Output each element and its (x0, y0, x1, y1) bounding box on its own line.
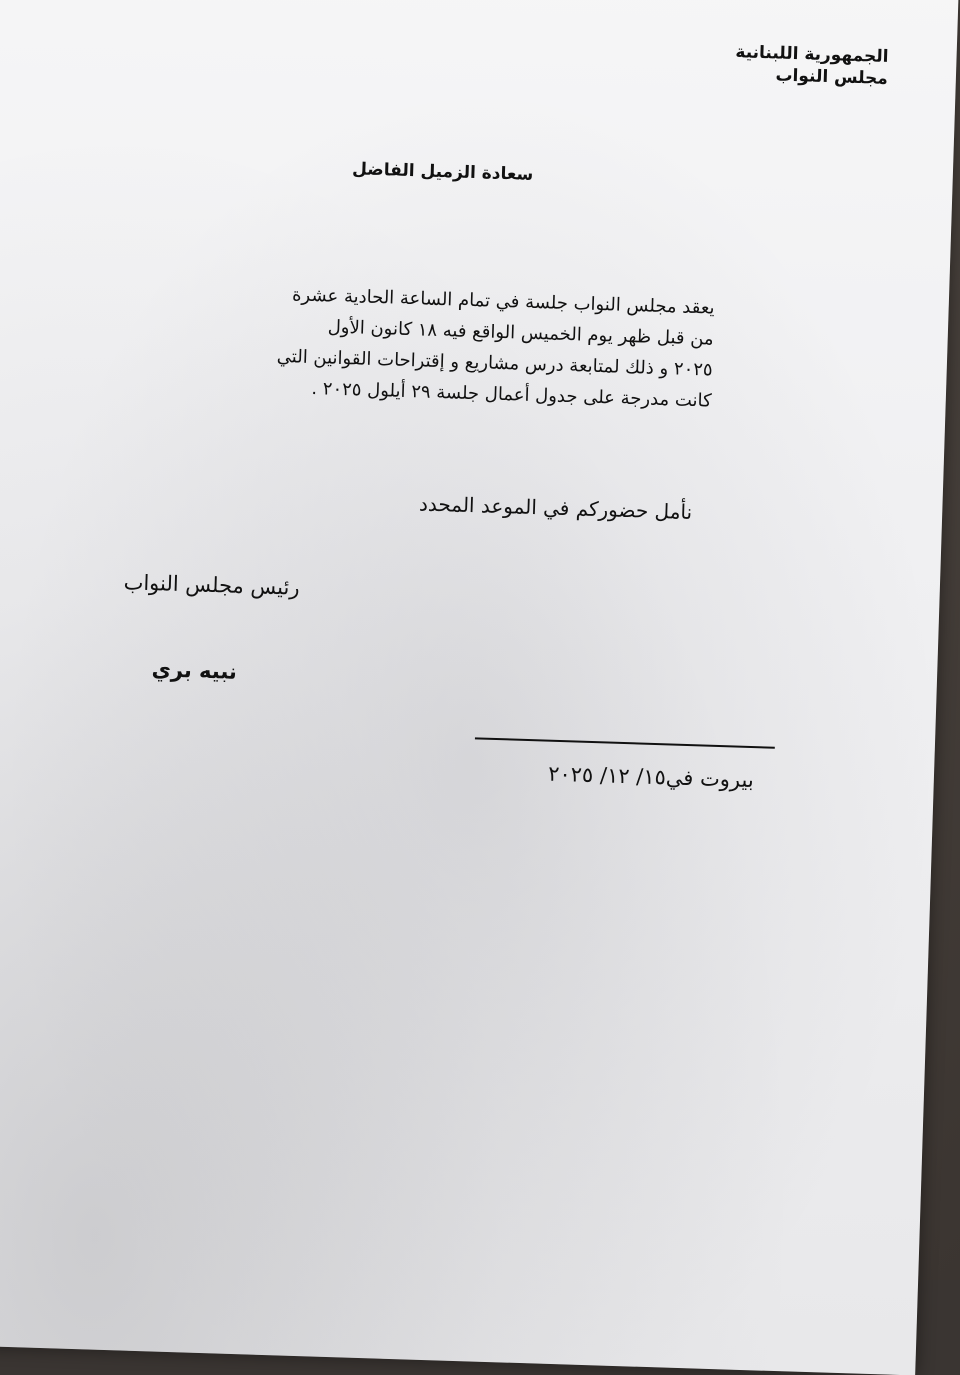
signatory-title: رئيس مجلس النواب (123, 570, 300, 600)
letter-body (111, 274, 715, 417)
salutation: سعادة الزميل الفاضل (351, 159, 534, 185)
letterhead-institution: مجلس النواب (775, 65, 889, 89)
letterhead-country: الجمهورية اللبنانية (735, 42, 889, 67)
body-line-3: ٢٠٢٥ و ذلك لمتابعة درس مشاريع و إقتراحات القوانين التي (276, 345, 713, 381)
closing-line: نأمل حضوركم في الموعد المحدد (418, 491, 693, 525)
divider-line (475, 737, 775, 748)
body-line-4: كانت مدرجة على جدول أعمال جلسة ٢٩ أيلول ٢٠٢٥ . (311, 378, 712, 412)
body-line-2: من قبل ظهر يوم الخميس الواقع فيه ١٨ كانون الأول (327, 316, 714, 350)
signatory-name: نبيه بري (151, 657, 238, 684)
letterhead (734, 41, 888, 90)
place-date: بيروت في١٥/ ١٢/ ٢٠٢٥ (547, 761, 755, 793)
body-line-1: يعقد مجلس النواب جلسة في تمام الساعة الحادية عشرة (291, 284, 715, 319)
